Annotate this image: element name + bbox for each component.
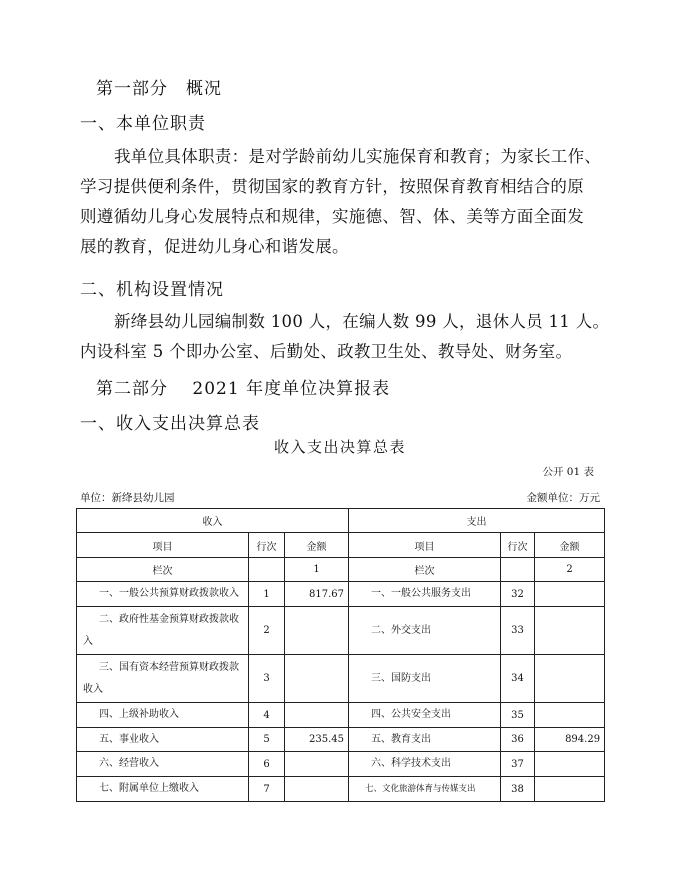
- duties-paragraph: [80, 142, 620, 262]
- income-amount: 817.67: [285, 582, 349, 607]
- expense-amount: [535, 582, 605, 607]
- expense-amount: [535, 777, 605, 802]
- income-item-text: 二、政府性基金预算财政拨款收入: [83, 613, 239, 647]
- table-row: [77, 655, 605, 703]
- income-row-no: 3: [249, 655, 285, 703]
- income-amount: 235.45: [285, 728, 349, 752]
- section2-heading: 二、机构设置情况: [80, 280, 224, 300]
- table-row: [77, 607, 605, 655]
- expense-row-no: 32: [501, 582, 535, 607]
- table-row: [77, 728, 605, 752]
- duties-line-2: 学习提供便利条件，贯彻国家的教育方针，按照保育教育相结合的原: [80, 177, 584, 196]
- income-amount: [285, 607, 349, 655]
- duties-line-1: 我单位具体职责：是对学龄前幼儿实施保育和教育；为家长工作、: [114, 147, 602, 166]
- income-row-no: 2: [249, 607, 285, 655]
- income-amount: [285, 777, 349, 802]
- expense-item: 一、一般公共服务支出: [349, 582, 501, 607]
- expense-lanci-value: 2: [535, 558, 605, 582]
- income-row-no: 6: [249, 752, 285, 777]
- duties-line-3: 则遵循幼儿身心发展特点和规律，实施德、智、体、美等方面全面发: [80, 207, 584, 226]
- expense-amount-header: 金额: [535, 533, 605, 558]
- expense-item-header: 项目: [349, 533, 501, 558]
- income-item: 五、事业收入: [77, 728, 249, 752]
- part2-section1-heading: 一、收入支出决算总表: [80, 414, 260, 434]
- section1-heading: 一、本单位职责: [80, 114, 206, 134]
- unit-label: 单位：新绛县幼儿园: [80, 492, 175, 504]
- column-header-row: [77, 533, 605, 558]
- expense-item: 四、公共安全支出: [349, 703, 501, 728]
- income-row-no: 7: [249, 777, 285, 802]
- expense-amount: 894.29: [535, 728, 605, 752]
- income-item-text: 三、国有资本经营预算财政拨款收入: [83, 661, 239, 695]
- income-amount: [285, 752, 349, 777]
- table-code: 公开 01 表: [542, 466, 594, 478]
- income-header: 收入: [77, 509, 349, 533]
- expense-amount: [535, 703, 605, 728]
- income-expense-table: [76, 508, 605, 802]
- expense-row-no: 36: [501, 728, 535, 752]
- structure-line-1: 新绛县幼儿园编制数 100 人，在编人数 99 人，退休人员 11 人。: [114, 312, 610, 331]
- table-row: [77, 752, 605, 777]
- part2-heading: 第二部分 2021 年度单位决算报表: [96, 379, 391, 399]
- income-row-no: 4: [249, 703, 285, 728]
- income-item: [77, 607, 249, 655]
- expense-lanci-label: 栏次: [349, 558, 501, 582]
- income-amount: [285, 655, 349, 703]
- income-amount: [285, 703, 349, 728]
- income-item: [77, 655, 249, 703]
- table-title: 收入支出决算总表: [273, 438, 406, 456]
- part1-heading: 第一部分 概况: [96, 79, 222, 99]
- income-item: 六、经营收入: [77, 752, 249, 777]
- expense-item: 五、教育支出: [349, 728, 501, 752]
- expense-row-header: 行次: [501, 533, 535, 558]
- table-row: [77, 582, 605, 607]
- expense-item: 六、科学技术支出: [349, 752, 501, 777]
- amount-unit-label: 金额单位：万元: [526, 492, 600, 504]
- expense-row-no: 37: [501, 752, 535, 777]
- expense-amount: [535, 655, 605, 703]
- income-item: 四、上级补助收入: [77, 703, 249, 728]
- expense-item: 三、国防支出: [349, 655, 501, 703]
- table-row: [77, 777, 605, 802]
- expense-row-no: 33: [501, 607, 535, 655]
- expense-item: 七、文化旅游体育与传媒支出: [349, 777, 501, 802]
- expense-item: 二、外交支出: [349, 607, 501, 655]
- income-amount-header: 金额: [285, 533, 349, 558]
- expense-row-no: 35: [501, 703, 535, 728]
- expense-row-no: 34: [501, 655, 535, 703]
- income-item: 一、一般公共预算财政拨款收入: [77, 582, 249, 607]
- expense-lanci-empty: [501, 558, 535, 582]
- expense-amount: [535, 607, 605, 655]
- expense-row-no: 38: [501, 777, 535, 802]
- income-row-header: 行次: [249, 533, 285, 558]
- expense-header: 支出: [349, 509, 605, 533]
- income-row-no: 1: [249, 582, 285, 607]
- income-lanci-value: 1: [285, 558, 349, 582]
- table-header-row: [77, 509, 605, 533]
- expense-amount: [535, 752, 605, 777]
- lanci-row: [77, 558, 605, 582]
- income-row-no: 5: [249, 728, 285, 752]
- income-lanci-label: 栏次: [77, 558, 249, 582]
- structure-line-2: 内设科室 5 个即办公室、后勤处、政教卫生处、教导处、财务室。: [80, 342, 573, 361]
- income-item: 七、附属单位上缴收入: [77, 777, 249, 802]
- duties-line-4: 展的教育，促进幼儿身心和谐发展。: [80, 237, 349, 256]
- income-item-header: 项目: [77, 533, 249, 558]
- income-lanci-empty: [249, 558, 285, 582]
- structure-paragraph: [80, 307, 620, 367]
- table-row: [77, 703, 605, 728]
